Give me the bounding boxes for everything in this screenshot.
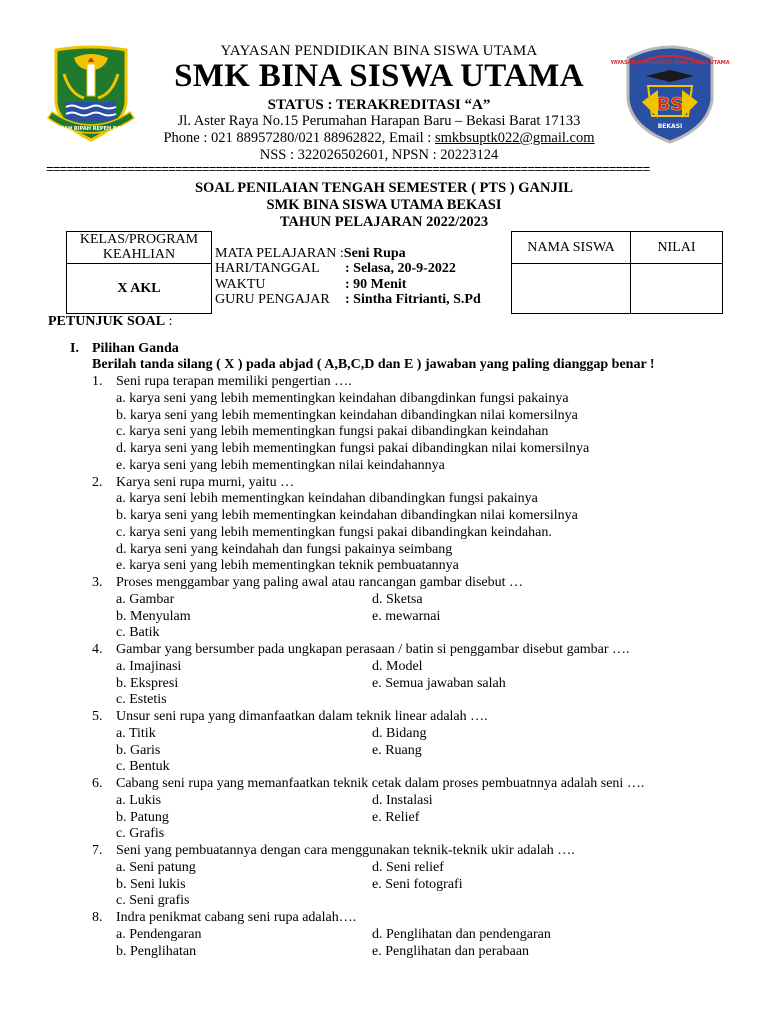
answer-option-row [92,826,722,843]
answer-option-row [92,676,722,693]
answer-option[interactable]: d. Instalasi [372,792,433,808]
question-number: 7. [92,843,103,858]
question-stem [92,776,722,793]
answer-option-row [92,759,722,776]
school-badge-logo [610,40,730,146]
answer-option[interactable]: b. Penglihatan [116,943,197,959]
school-name: SMK BINA SISWA UTAMA [174,58,584,94]
answer-option-row [92,893,722,910]
question-text: Proses menggambar yang paling awal atau rancangan gambar disebut … [116,575,524,590]
answer-option[interactable]: e. Ruang [372,742,422,758]
question-number: 3. [92,575,103,590]
petunjuk-label: PETUNJUK SOAL [48,314,166,329]
nilai-field[interactable] [631,264,723,314]
answer-option-row [92,793,722,810]
exam-title: SOAL PENILAIAN TENGAH SEMESTER ( PTS ) GANJIL [194,180,574,196]
subject-info [212,232,512,314]
petunjuk-soal [48,314,172,330]
question-stem [92,910,722,927]
nilai-header: NILAI [631,232,723,264]
kelas-value: X AKL [67,264,212,314]
answer-option[interactable]: c. Estetis [116,692,167,708]
question-item [92,642,722,709]
question-text: Indra penikmat cabang seni rupa adalah…. [116,910,357,925]
kelas-header: KELAS/PROGRAM KEAHLIAN [67,232,212,264]
waktu-label: WAKTU [215,276,266,292]
answer-option-row [92,609,722,626]
section-number: I. [70,341,79,356]
answer-option[interactable]: e. karya seni yang lebih mementingkan teknik pembuatannya [116,558,459,574]
question-text: Cabang seni rupa yang memanfaatkan teknik cetak dalam proses pembuatnnya adalah seni …. [116,776,645,791]
answer-option[interactable]: d. Bidang [372,725,427,741]
exam-year: TAHUN PELAJARAN 2022/2023 [279,214,489,230]
question-item [92,575,722,642]
hari-value: : Selasa, 20-9-2022 [345,261,456,276]
badge-bottom-text: BEKASI [657,123,683,130]
question-text: Seni rupa terapan memiliki pengertian …. [116,374,352,389]
answer-option[interactable]: b. Garis [116,742,161,758]
answer-option[interactable]: b. Patung [116,809,169,825]
answer-option[interactable]: a. karya seni yang lebih mementingkan keindahan dibangdinkan fungsi pakainya [116,390,569,406]
west-java-emblem-logo [44,44,138,144]
answer-option[interactable]: c. karya seni yang lebih mementingkan fungsi pakai dibandingkan keindahan [116,424,549,440]
question-list [92,374,722,960]
mapel-label: MATA PELAJARAN : [215,245,344,261]
exam-school: SMK BINA SISWA UTAMA BEKASI [266,197,502,213]
nama-siswa-field[interactable] [512,264,631,314]
question-stem [92,642,722,659]
exam-info-table [66,231,723,314]
section-heading [70,341,179,357]
answer-option[interactable]: c. Bentuk [116,759,170,775]
answer-option-row [92,692,722,709]
contact-email-link[interactable]: smkbsuptk022@gmail.com [434,130,595,146]
answer-option[interactable]: a. Titik [116,725,156,741]
answer-option[interactable]: b. Ekspresi [116,675,179,691]
answer-option[interactable]: c. Seni grafis [116,893,190,909]
question-number: 4. [92,642,103,657]
accreditation-status: STATUS : TERAKREDITASI “A” [267,97,491,113]
question-number: 8. [92,910,103,925]
answer-option[interactable]: e. Penglihatan dan perabaan [372,943,530,959]
answer-option[interactable]: e. Relief [372,809,420,825]
question-number: 2. [92,474,103,490]
question-stem [92,709,722,726]
answer-option-row [92,625,722,642]
answer-option[interactable]: e. mewarnai [372,608,441,624]
answer-option[interactable]: b. karya seni yang lebih mementingkan keindahan dibandingkan nilai komersilnya [116,508,578,523]
question-item [92,475,722,576]
answer-option-row [92,743,722,760]
nama-siswa-header: NAMA SISWA [512,232,631,264]
answer-option-row [92,810,722,827]
question-stem [92,843,722,860]
question-item [92,776,722,843]
question-number: 6. [92,776,103,791]
question-item [92,374,722,475]
question-text: Seni yang pembuatannya dengan cara menggunakan teknik-teknik ukir adalah …. [116,843,575,858]
answer-option-row [92,927,722,944]
answer-option[interactable]: a. Seni patung [116,859,196,875]
waktu-value: : 90 Menit [345,276,407,292]
answer-option[interactable]: b. Menyulam [116,608,191,624]
question-number: 5. [92,709,103,724]
emblem-motto: GEMAH RIPAH REPEH RAPIH [51,126,131,132]
question-stem [92,575,722,592]
question-item [92,910,722,960]
contact-phone: Phone : 021 88957280/021 88962822, Email : [163,130,435,146]
question-item [92,843,722,910]
answer-option[interactable]: d. Model [372,658,423,674]
answer-option[interactable]: c. Grafis [116,826,165,842]
answer-option[interactable]: a. Pendengaran [116,926,202,942]
answer-option[interactable]: a. Lukis [116,792,162,808]
badge-initials: BS [656,94,684,115]
foundation-name: YAYASAN PENDIDIKAN BINA SISWA UTAMA [220,43,538,59]
answer-option-row [92,944,722,961]
question-stem [92,374,722,391]
question-stem [92,475,722,492]
answer-option[interactable]: b. Seni lukis [116,876,186,892]
answer-option[interactable]: d. Seni relief [372,859,444,875]
answer-option[interactable]: e. karya seni yang lebih mementingkan nilai keindahannya [116,457,445,473]
question-text: Unsur seni rupa yang dimanfaatkan dalam teknik linear adalah …. [116,709,488,724]
answer-option-row [92,877,722,894]
school-nss-npsn: NSS : 322026502601, NPSN : 20223124 [259,147,499,163]
answer-option[interactable]: a. Gambar [116,591,175,607]
question-item [92,709,722,776]
hari-label: HARI/TANGGAL [215,261,320,276]
answer-option[interactable]: c. Batik [116,625,160,641]
answer-option[interactable]: b. karya seni yang lebih mementingkan keindahan dibandingkan nilai komersilnya [116,407,578,423]
answer-option-row [92,726,722,743]
section-title: Pilihan Ganda [92,341,179,356]
answer-option[interactable]: d. Penglihatan dan pendengaran [372,926,551,942]
section-instruction: Berilah tanda silang ( X ) pada abjad ( A,B,C,D dan E ) jawaban yang paling dianggap benar ! [92,357,655,372]
question-number: 1. [92,374,103,389]
answer-option[interactable]: d. Sketsa [372,591,423,607]
answer-option[interactable]: a. Imajinasi [116,658,182,674]
guru-value: : Sintha Fitrianti, S.Pd [345,292,481,307]
mapel-value: Seni Rupa [343,245,406,261]
petunjuk-suffix: : [165,314,173,329]
guru-label: GURU PENGAJAR [215,292,330,307]
answer-option-row [92,592,722,609]
answer-option[interactable]: c. karya seni yang lebih mementingkan fungsi pakai dibandingkan keindahan. [116,524,552,540]
answer-option-row [92,860,722,877]
letterhead-divider: ========================================================================================= [46,162,650,177]
answer-option[interactable]: a. karya seni lebih mementingkan keindahan dibandingkan fungsi pakainya [116,491,538,507]
answer-option-row [92,659,722,676]
answer-option[interactable]: d. karya seni yang keindahah dan fungsi pakainya seimbang [116,541,453,557]
answer-option[interactable]: d. karya seni yang lebih mementingkan fungsi pakai dibandingkan nilai komersilnya [116,441,590,456]
question-text: Gambar yang bersumber pada ungkapan perasaan / batin si penggambar disebut gambar …. [116,642,630,657]
badge-top-text: YAYASAN PENDIDIKAN BINA SISWA UTAMA [610,60,730,66]
school-contact [140,130,618,147]
answer-option[interactable]: e. Semua jawaban salah [372,675,506,691]
question-text: Karya seni rupa murni, yaitu … [116,474,295,490]
answer-option[interactable]: e. Seni fotografi [372,876,463,892]
school-address: Jl. Aster Raya No.15 Perumahan Harapan Baru – Bekasi Barat 17133 [177,113,581,129]
